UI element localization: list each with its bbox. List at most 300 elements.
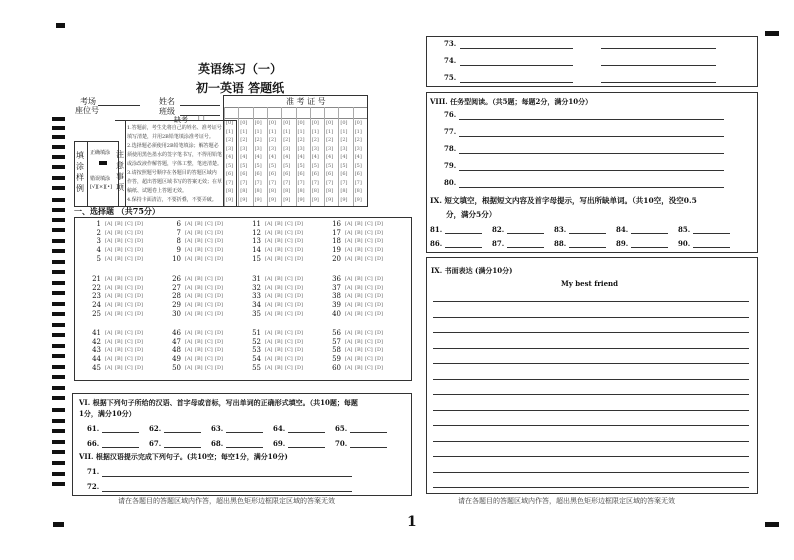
choice-bubble[interactable]: [C] bbox=[125, 276, 133, 282]
choice-bubble[interactable]: [D] bbox=[135, 310, 143, 317]
choice-bubble[interactable]: [A] bbox=[185, 330, 193, 336]
choice-bubble[interactable]: [A] bbox=[345, 238, 353, 245]
choice-bubble[interactable]: [D] bbox=[135, 330, 143, 336]
ticket-digit[interactable]: [7] bbox=[354, 179, 362, 186]
ticket-digit[interactable]: [4] bbox=[311, 154, 319, 160]
choice-bubble[interactable]: [C] bbox=[125, 347, 133, 354]
choice-bubble[interactable]: [A] bbox=[185, 293, 193, 300]
choice-bubble[interactable]: [A] bbox=[185, 364, 193, 371]
essay-line[interactable] bbox=[433, 410, 749, 411]
choice-bubble[interactable]: [C] bbox=[285, 255, 293, 262]
answer-blank[interactable] bbox=[569, 247, 606, 248]
choice-bubble[interactable]: [C] bbox=[205, 284, 213, 291]
choice-bubble[interactable]: [D] bbox=[295, 293, 303, 300]
ticket-digit[interactable]: [3] bbox=[311, 145, 319, 152]
choice-bubble[interactable]: [C] bbox=[125, 338, 133, 345]
choice-bubble[interactable]: [D] bbox=[135, 255, 143, 262]
ticket-digit[interactable]: [6] bbox=[254, 171, 262, 177]
choice-bubble[interactable]: [A] bbox=[265, 347, 273, 354]
choice-bubble[interactable]: [B] bbox=[355, 356, 363, 363]
ticket-digit[interactable]: [4] bbox=[340, 154, 348, 160]
answer-blank[interactable] bbox=[601, 65, 716, 66]
choice-bubble[interactable]: [D] bbox=[135, 338, 143, 345]
ticket-digit[interactable]: [7] bbox=[326, 179, 334, 186]
choice-bubble[interactable]: [A] bbox=[345, 293, 353, 300]
choice-bubble[interactable]: [B] bbox=[195, 347, 203, 354]
ticket-digit[interactable]: [1] bbox=[340, 128, 348, 135]
choice-bubble[interactable]: [D] bbox=[375, 229, 383, 236]
choice-bubble[interactable]: [B] bbox=[195, 330, 203, 336]
choice-bubble[interactable]: [A] bbox=[185, 221, 193, 227]
choice-bubble[interactable]: [B] bbox=[275, 229, 283, 236]
choice-bubble[interactable]: [A] bbox=[265, 310, 273, 317]
choice-bubble[interactable]: [B] bbox=[195, 293, 203, 300]
essay-line[interactable] bbox=[433, 301, 749, 302]
choice-bubble[interactable]: [A] bbox=[185, 238, 193, 245]
ticket-digit[interactable]: [2] bbox=[240, 137, 248, 143]
ticket-digit[interactable]: [5] bbox=[226, 162, 234, 169]
choice-bubble[interactable]: [C] bbox=[125, 310, 133, 317]
choice-bubble[interactable]: [D] bbox=[375, 364, 383, 371]
ticket-digit[interactable]: [8] bbox=[311, 188, 319, 194]
choice-bubble[interactable]: [A] bbox=[185, 276, 193, 282]
name-field[interactable] bbox=[180, 105, 220, 106]
answer-blank[interactable] bbox=[631, 247, 668, 248]
choice-bubble[interactable]: [B] bbox=[115, 293, 123, 300]
ticket-digit[interactable]: [8] bbox=[297, 188, 305, 194]
choice-bubble[interactable]: [C] bbox=[285, 356, 293, 363]
choice-bubble[interactable]: [D] bbox=[375, 347, 383, 354]
choice-bubble[interactable]: [B] bbox=[275, 221, 283, 227]
choice-bubble[interactable]: [A] bbox=[105, 229, 113, 236]
choice-bubble[interactable]: [B] bbox=[355, 229, 363, 236]
choice-bubble[interactable]: [C] bbox=[205, 356, 213, 363]
choice-bubble[interactable]: [B] bbox=[355, 221, 363, 227]
choice-bubble[interactable]: [A] bbox=[105, 284, 113, 291]
choice-bubble[interactable]: [C] bbox=[205, 293, 213, 300]
choice-bubble[interactable]: [A] bbox=[265, 255, 273, 262]
answer-blank[interactable] bbox=[102, 491, 352, 492]
ticket-digit[interactable]: [2] bbox=[354, 137, 362, 143]
ticket-digit[interactable]: [3] bbox=[226, 145, 234, 152]
ticket-digit[interactable]: [1] bbox=[297, 128, 305, 135]
choice-bubble[interactable]: [D] bbox=[135, 293, 143, 300]
ticket-digit[interactable]: [0] bbox=[240, 120, 248, 126]
ticket-digit[interactable]: [5] bbox=[240, 162, 248, 169]
ticket-digit[interactable]: [9] bbox=[326, 196, 334, 203]
choice-bubble[interactable]: [C] bbox=[205, 276, 213, 282]
choice-bubble[interactable]: [A] bbox=[265, 238, 273, 245]
choice-bubble[interactable]: [B] bbox=[275, 238, 283, 245]
choice-bubble[interactable]: [C] bbox=[365, 221, 373, 227]
choice-bubble[interactable]: [A] bbox=[185, 338, 193, 345]
essay-line[interactable] bbox=[433, 425, 749, 426]
choice-bubble[interactable]: [A] bbox=[185, 284, 193, 291]
choice-bubble[interactable]: [D] bbox=[375, 330, 383, 336]
answer-blank[interactable] bbox=[459, 136, 724, 137]
choice-bubble[interactable]: [D] bbox=[375, 238, 383, 245]
ticket-digit[interactable]: [4] bbox=[268, 154, 276, 160]
choice-bubble[interactable]: [C] bbox=[285, 229, 293, 236]
answer-blank[interactable] bbox=[102, 432, 139, 433]
ticket-digit[interactable]: [3] bbox=[240, 145, 248, 152]
choice-bubble[interactable]: [B] bbox=[115, 255, 123, 262]
choice-bubble[interactable]: [D] bbox=[215, 238, 223, 245]
choice-bubble[interactable]: [A] bbox=[185, 356, 193, 363]
choice-bubble[interactable]: [C] bbox=[125, 247, 133, 254]
choice-bubble[interactable]: [C] bbox=[365, 293, 373, 300]
choice-bubble[interactable]: [B] bbox=[115, 284, 123, 291]
choice-bubble[interactable]: [C] bbox=[285, 276, 293, 282]
choice-bubble[interactable]: [D] bbox=[215, 356, 223, 363]
ticket-digit[interactable]: [1] bbox=[240, 128, 248, 135]
answer-blank[interactable] bbox=[459, 119, 724, 120]
ticket-digit[interactable]: [3] bbox=[354, 145, 362, 152]
ticket-digit[interactable]: [9] bbox=[254, 196, 262, 203]
ticket-digit[interactable]: [4] bbox=[283, 154, 291, 160]
ticket-digit[interactable]: [6] bbox=[268, 171, 276, 177]
ticket-digit[interactable]: [5] bbox=[283, 162, 291, 169]
answer-blank[interactable] bbox=[226, 432, 263, 433]
ticket-digit[interactable]: [0] bbox=[354, 120, 362, 126]
choice-bubble[interactable]: [B] bbox=[195, 356, 203, 363]
ticket-digit[interactable]: [2] bbox=[297, 137, 305, 143]
choice-bubble[interactable]: [D] bbox=[295, 364, 303, 371]
choice-bubble[interactable]: [B] bbox=[355, 255, 363, 262]
essay-line[interactable] bbox=[433, 487, 749, 488]
choice-bubble[interactable]: [D] bbox=[295, 238, 303, 245]
choice-bubble[interactable]: [B] bbox=[355, 330, 363, 336]
choice-bubble[interactable]: [B] bbox=[195, 284, 203, 291]
ticket-digit[interactable]: [2] bbox=[311, 137, 319, 143]
choice-bubble[interactable]: [A] bbox=[185, 255, 193, 262]
choice-bubble[interactable]: [A] bbox=[265, 221, 273, 227]
answer-blank[interactable] bbox=[102, 476, 352, 477]
answer-blank[interactable] bbox=[445, 233, 482, 234]
ticket-digit[interactable]: [5] bbox=[340, 162, 348, 169]
choice-bubble[interactable]: [C] bbox=[365, 356, 373, 363]
ticket-digit[interactable]: [0] bbox=[340, 120, 348, 126]
choice-bubble[interactable]: [A] bbox=[185, 229, 193, 236]
choice-bubble[interactable]: [A] bbox=[105, 247, 113, 254]
ticket-digit[interactable]: [5] bbox=[297, 162, 305, 169]
choice-bubble[interactable]: [B] bbox=[115, 330, 123, 336]
choice-bubble[interactable]: [A] bbox=[345, 330, 353, 336]
answer-blank[interactable] bbox=[460, 82, 573, 83]
choice-bubble[interactable]: [D] bbox=[135, 238, 143, 245]
ticket-digit[interactable]: [6] bbox=[311, 171, 319, 177]
ticket-digit[interactable]: [6] bbox=[283, 171, 291, 177]
ticket-digit[interactable]: [0] bbox=[268, 120, 276, 126]
ticket-digit[interactable]: [5] bbox=[326, 162, 334, 169]
choice-bubble[interactable]: [B] bbox=[275, 284, 283, 291]
choice-bubble[interactable]: [A] bbox=[105, 310, 113, 317]
choice-bubble[interactable]: [D] bbox=[295, 338, 303, 345]
choice-bubble[interactable]: [D] bbox=[215, 310, 223, 317]
ticket-digit[interactable]: [7] bbox=[254, 179, 262, 186]
choice-bubble[interactable]: [A] bbox=[105, 347, 113, 354]
choice-bubble[interactable]: [B] bbox=[275, 276, 283, 282]
answer-blank[interactable] bbox=[459, 153, 724, 154]
ticket-digit[interactable]: [0] bbox=[283, 120, 291, 126]
ticket-digit[interactable]: [6] bbox=[326, 171, 334, 177]
choice-bubble[interactable]: [B] bbox=[275, 330, 283, 336]
choice-bubble[interactable]: [D] bbox=[375, 338, 383, 345]
choice-bubble[interactable]: [D] bbox=[135, 229, 143, 236]
ticket-digit[interactable]: [6] bbox=[297, 171, 305, 177]
ticket-digit[interactable]: [3] bbox=[297, 145, 305, 152]
choice-bubble[interactable]: [D] bbox=[295, 255, 303, 262]
choice-bubble[interactable]: [D] bbox=[215, 284, 223, 291]
choice-bubble[interactable]: [B] bbox=[195, 255, 203, 262]
choice-bubble[interactable]: [D] bbox=[375, 276, 383, 282]
choice-bubble[interactable]: [C] bbox=[125, 255, 133, 262]
choice-bubble[interactable]: [D] bbox=[295, 221, 303, 227]
absent-box[interactable]: [ ] bbox=[198, 115, 205, 122]
choice-bubble[interactable]: [A] bbox=[185, 247, 193, 254]
ticket-digit[interactable]: [5] bbox=[254, 162, 262, 169]
choice-bubble[interactable]: [D] bbox=[135, 221, 143, 227]
choice-bubble[interactable]: [C] bbox=[285, 302, 293, 309]
essay-line[interactable] bbox=[433, 332, 749, 333]
choice-bubble[interactable]: [D] bbox=[215, 330, 223, 336]
answer-blank[interactable] bbox=[288, 432, 325, 433]
choice-bubble[interactable]: [B] bbox=[195, 364, 203, 371]
essay-line[interactable] bbox=[433, 317, 749, 318]
choice-bubble[interactable]: [D] bbox=[135, 284, 143, 291]
ticket-digit[interactable]: [5] bbox=[311, 162, 319, 169]
answer-blank[interactable] bbox=[507, 233, 544, 234]
choice-bubble[interactable]: [B] bbox=[195, 276, 203, 282]
answer-blank[interactable] bbox=[226, 447, 263, 448]
choice-bubble[interactable]: [C] bbox=[125, 330, 133, 336]
choice-bubble[interactable]: [D] bbox=[295, 284, 303, 291]
choice-bubble[interactable]: [C] bbox=[365, 255, 373, 262]
choice-bubble[interactable]: [C] bbox=[205, 247, 213, 254]
choice-bubble[interactable]: [C] bbox=[365, 364, 373, 371]
choice-bubble[interactable]: [B] bbox=[275, 247, 283, 254]
choice-bubble[interactable]: [B] bbox=[115, 302, 123, 309]
choice-bubble[interactable]: [A] bbox=[105, 302, 113, 309]
ticket-digit[interactable]: [2] bbox=[326, 137, 334, 143]
choice-bubble[interactable]: [C] bbox=[125, 364, 133, 371]
essay-line[interactable] bbox=[433, 441, 749, 442]
answer-blank[interactable] bbox=[102, 447, 139, 448]
ticket-digit[interactable]: [7] bbox=[240, 179, 248, 186]
ticket-digit[interactable]: [7] bbox=[340, 179, 348, 186]
choice-bubble[interactable]: [B] bbox=[355, 310, 363, 317]
choice-bubble[interactable]: [C] bbox=[285, 238, 293, 245]
ticket-digit[interactable]: [3] bbox=[326, 145, 334, 152]
choice-bubble[interactable]: [C] bbox=[365, 310, 373, 317]
ticket-digit[interactable]: [2] bbox=[254, 137, 262, 143]
choice-bubble[interactable]: [B] bbox=[195, 247, 203, 254]
answer-blank[interactable] bbox=[460, 65, 573, 66]
choice-bubble[interactable]: [D] bbox=[375, 255, 383, 262]
ticket-digit[interactable]: [4] bbox=[254, 154, 262, 160]
choice-bubble[interactable]: [A] bbox=[265, 276, 273, 282]
choice-bubble[interactable]: [B] bbox=[115, 247, 123, 254]
choice-bubble[interactable]: [D] bbox=[215, 302, 223, 309]
choice-bubble[interactable]: [B] bbox=[275, 347, 283, 354]
choice-bubble[interactable]: [B] bbox=[115, 338, 123, 345]
ticket-digit[interactable]: [1] bbox=[311, 128, 319, 135]
choice-bubble[interactable]: [A] bbox=[185, 310, 193, 317]
answer-blank[interactable] bbox=[460, 48, 573, 49]
choice-bubble[interactable]: [D] bbox=[135, 276, 143, 282]
choice-bubble[interactable]: [C] bbox=[125, 356, 133, 363]
choice-bubble[interactable]: [C] bbox=[285, 221, 293, 227]
choice-bubble[interactable]: [C] bbox=[125, 293, 133, 300]
choice-bubble[interactable]: [D] bbox=[215, 293, 223, 300]
choice-bubble[interactable]: [A] bbox=[345, 338, 353, 345]
ticket-digit[interactable]: [1] bbox=[326, 128, 334, 135]
ticket-digit[interactable]: [4] bbox=[240, 154, 248, 160]
choice-bubble[interactable]: [A] bbox=[105, 221, 113, 227]
choice-bubble[interactable]: [D] bbox=[215, 347, 223, 354]
ticket-digit[interactable]: [9] bbox=[311, 196, 319, 203]
choice-bubble[interactable]: [D] bbox=[375, 221, 383, 227]
choice-bubble[interactable]: [D] bbox=[375, 293, 383, 300]
choice-bubble[interactable]: [D] bbox=[295, 347, 303, 354]
choice-bubble[interactable]: [C] bbox=[365, 229, 373, 236]
choice-bubble[interactable]: [A] bbox=[105, 293, 113, 300]
ticket-digit[interactable]: [0] bbox=[226, 120, 234, 126]
choice-bubble[interactable]: [A] bbox=[105, 238, 113, 245]
ticket-digit[interactable]: [7] bbox=[283, 179, 291, 186]
choice-bubble[interactable]: [D] bbox=[375, 310, 383, 317]
choice-bubble[interactable]: [A] bbox=[265, 293, 273, 300]
choice-bubble[interactable]: [A] bbox=[345, 255, 353, 262]
choice-bubble[interactable]: [B] bbox=[355, 364, 363, 371]
choice-bubble[interactable]: [C] bbox=[205, 221, 213, 227]
exam-room-field[interactable] bbox=[98, 105, 140, 106]
choice-bubble[interactable]: [B] bbox=[195, 221, 203, 227]
choice-bubble[interactable]: [A] bbox=[345, 310, 353, 317]
choice-bubble[interactable]: [B] bbox=[355, 238, 363, 245]
answer-blank[interactable] bbox=[459, 170, 724, 171]
choice-bubble[interactable]: [D] bbox=[375, 356, 383, 363]
essay-line[interactable] bbox=[433, 456, 749, 457]
choice-bubble[interactable]: [A] bbox=[105, 255, 113, 262]
choice-bubble[interactable]: [B] bbox=[115, 364, 123, 371]
answer-blank[interactable] bbox=[631, 233, 668, 234]
choice-bubble[interactable]: [C] bbox=[365, 330, 373, 336]
ticket-digit[interactable]: [8] bbox=[326, 188, 334, 194]
answer-blank[interactable] bbox=[445, 247, 482, 248]
choice-bubble[interactable]: [D] bbox=[295, 247, 303, 254]
ticket-digit[interactable]: [3] bbox=[268, 145, 276, 152]
choice-bubble[interactable]: [C] bbox=[125, 238, 133, 245]
choice-bubble[interactable]: [C] bbox=[205, 310, 213, 317]
choice-bubble[interactable]: [C] bbox=[285, 247, 293, 254]
ticket-digit[interactable]: [2] bbox=[340, 137, 348, 143]
choice-bubble[interactable]: [D] bbox=[375, 284, 383, 291]
ticket-digit[interactable]: [3] bbox=[254, 145, 262, 152]
choice-bubble[interactable]: [D] bbox=[215, 221, 223, 227]
choice-bubble[interactable]: [D] bbox=[135, 364, 143, 371]
choice-bubble[interactable]: [B] bbox=[275, 338, 283, 345]
choice-bubble[interactable]: [A] bbox=[345, 347, 353, 354]
answer-blank[interactable] bbox=[693, 247, 730, 248]
ticket-digit[interactable]: [1] bbox=[283, 128, 291, 135]
choice-bubble[interactable]: [B] bbox=[355, 302, 363, 309]
answer-blank[interactable] bbox=[164, 432, 201, 433]
choice-bubble[interactable]: [B] bbox=[275, 293, 283, 300]
ticket-digit[interactable]: [8] bbox=[226, 188, 234, 194]
choice-bubble[interactable]: [C] bbox=[205, 364, 213, 371]
choice-bubble[interactable]: [B] bbox=[195, 229, 203, 236]
choice-bubble[interactable]: [B] bbox=[275, 310, 283, 317]
ticket-digit[interactable]: [3] bbox=[340, 145, 348, 152]
choice-bubble[interactable]: [B] bbox=[355, 338, 363, 345]
ticket-digit[interactable]: [2] bbox=[226, 137, 234, 143]
ticket-digit[interactable]: [4] bbox=[354, 154, 362, 160]
choice-bubble[interactable]: [B] bbox=[115, 221, 123, 227]
choice-bubble[interactable]: [B] bbox=[195, 338, 203, 345]
choice-bubble[interactable]: [A] bbox=[105, 338, 113, 345]
ticket-digit[interactable]: [8] bbox=[254, 188, 262, 194]
choice-bubble[interactable]: [A] bbox=[345, 229, 353, 236]
answer-blank[interactable] bbox=[507, 247, 544, 248]
ticket-digit[interactable]: [9] bbox=[354, 196, 362, 203]
choice-bubble[interactable]: [B] bbox=[275, 364, 283, 371]
choice-bubble[interactable]: [A] bbox=[345, 356, 353, 363]
ticket-digit[interactable]: [9] bbox=[226, 196, 234, 203]
ticket-digit[interactable]: [1] bbox=[354, 128, 362, 135]
choice-bubble[interactable]: [B] bbox=[355, 293, 363, 300]
choice-bubble[interactable]: [D] bbox=[135, 247, 143, 254]
choice-bubble[interactable]: [D] bbox=[215, 247, 223, 254]
choice-bubble[interactable]: [B] bbox=[115, 229, 123, 236]
choice-bubble[interactable]: [A] bbox=[265, 356, 273, 363]
ticket-digit[interactable]: [8] bbox=[240, 188, 248, 194]
choice-bubble[interactable]: [C] bbox=[125, 284, 133, 291]
choice-bubble[interactable]: [A] bbox=[265, 229, 273, 236]
choice-bubble[interactable]: [A] bbox=[265, 338, 273, 345]
answer-blank[interactable] bbox=[693, 233, 730, 234]
essay-line[interactable] bbox=[433, 472, 749, 473]
choice-bubble[interactable]: [D] bbox=[215, 276, 223, 282]
choice-bubble[interactable]: [C] bbox=[285, 310, 293, 317]
choice-bubble[interactable]: [D] bbox=[215, 255, 223, 262]
choice-bubble[interactable]: [C] bbox=[205, 330, 213, 336]
choice-bubble[interactable]: [D] bbox=[215, 338, 223, 345]
ticket-digit[interactable]: [0] bbox=[326, 120, 334, 126]
choice-bubble[interactable]: [D] bbox=[375, 302, 383, 309]
choice-bubble[interactable]: [A] bbox=[345, 221, 353, 227]
choice-bubble[interactable]: [C] bbox=[365, 284, 373, 291]
choice-bubble[interactable]: [C] bbox=[365, 276, 373, 282]
ticket-digit[interactable]: [9] bbox=[283, 196, 291, 203]
choice-bubble[interactable]: [C] bbox=[205, 238, 213, 245]
choice-bubble[interactable]: [C] bbox=[125, 302, 133, 309]
choice-bubble[interactable]: [C] bbox=[205, 338, 213, 345]
choice-bubble[interactable]: [C] bbox=[365, 247, 373, 254]
choice-bubble[interactable]: [B] bbox=[115, 238, 123, 245]
choice-bubble[interactable]: [B] bbox=[195, 238, 203, 245]
ticket-digit[interactable]: [0] bbox=[297, 120, 305, 126]
choice-bubble[interactable]: [D] bbox=[295, 330, 303, 336]
choice-bubble[interactable]: [C] bbox=[205, 229, 213, 236]
choice-bubble[interactable]: [C] bbox=[125, 229, 133, 236]
choice-bubble[interactable]: [C] bbox=[205, 347, 213, 354]
choice-bubble[interactable]: [A] bbox=[105, 356, 113, 363]
choice-bubble[interactable]: [B] bbox=[115, 356, 123, 363]
essay-line[interactable] bbox=[433, 394, 749, 395]
answer-blank[interactable] bbox=[601, 82, 716, 83]
choice-bubble[interactable]: [D] bbox=[295, 276, 303, 282]
